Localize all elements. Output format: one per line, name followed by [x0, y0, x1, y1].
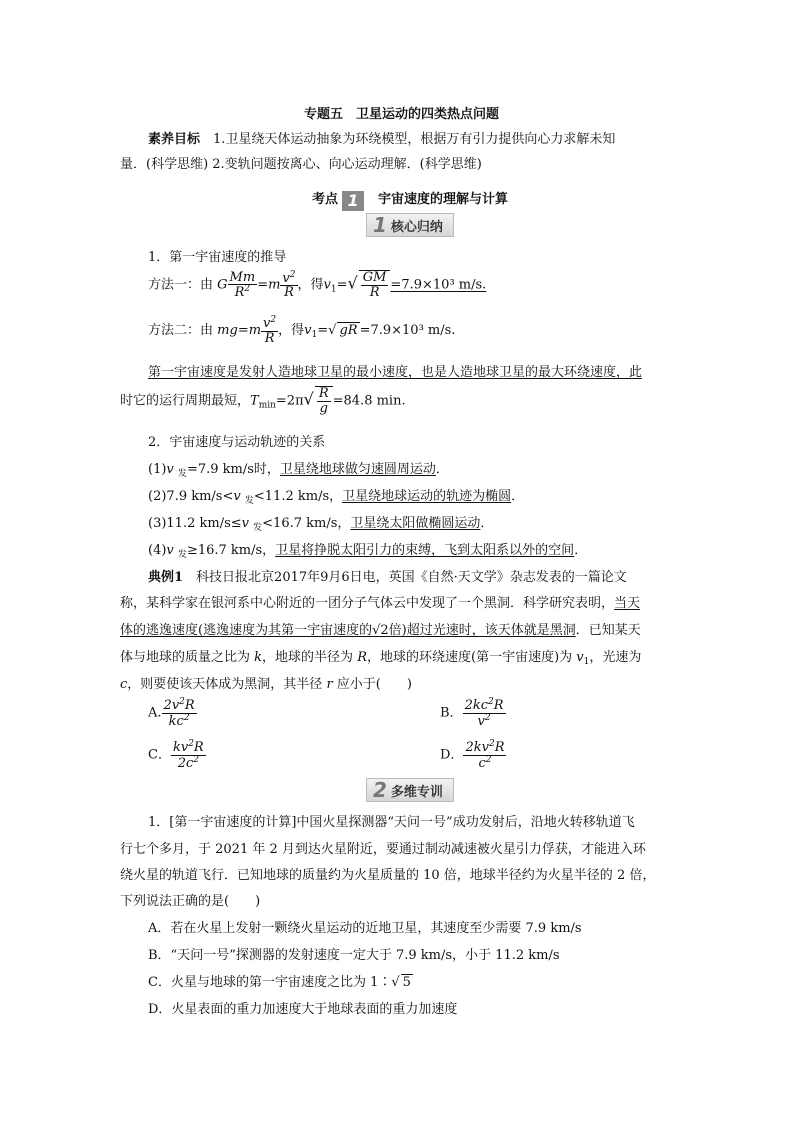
option-c[interactable]: C． $\frac{kv^2R}{2c^2}$	[148, 739, 204, 771]
note-2-text: 时它的运行周期最短，	[120, 393, 251, 409]
q1-option-c-text: C．火星与地球的第一宇宙速度之比为 1∶	[148, 975, 392, 990]
fraction-v2r: $\frac{v^2}{R}$	[282, 269, 296, 301]
goals-text-1: 1.卫星绕天体运动抽象为环绕模型，根据万有引力提供向心力求解未知	[213, 132, 616, 147]
fraction-gm-r: $\frac{GM}{R}$	[362, 270, 387, 300]
method-2-mid: ，得	[278, 323, 305, 339]
example-text-4a: 体与地球的质量之比为	[120, 650, 251, 665]
goals-line-1	[148, 128, 615, 147]
example-text-5b: 应小于( )	[336, 677, 412, 692]
fraction-v2r-2: $\frac{v^2}{R}$	[263, 315, 277, 346]
q1-line-4: 下列说法正确的是( )	[120, 894, 261, 909]
method-2-result: =7.9×10³ m/s.	[359, 323, 456, 339]
sec2-line-4-a: ≥16.7 km/s，	[186, 543, 276, 558]
note-2-result: =84.8 min.	[332, 393, 406, 409]
example-text-2b: 当天	[614, 596, 641, 611]
sec2-line-3-a: (3)11.2 km/s≤	[148, 516, 242, 531]
example-line-4: 体与地球的质量之比为 k，地球的半径为 R，地球的环绕速度(第一宇宙速度)为 $v_1$，光速为	[120, 650, 642, 667]
method-1-mid: ，得	[297, 277, 324, 293]
method-2: 方法二：由 mg=m $\frac{v^2}{R}$ ，得$v_1=√$ gR =7.9×10³ m/s.	[148, 315, 456, 346]
sec2-line-3-b: <16.7 km/s，	[262, 516, 351, 531]
banner-number: 1	[373, 213, 387, 237]
method-1-label: 方法一：由	[148, 277, 214, 293]
sec2-line-2-a: (2)7.9 km/s<	[148, 489, 234, 504]
q1-option-c[interactable]: C．火星与地球的第一宇宙速度之比为 1∶√ 5	[148, 975, 411, 990]
option-a-label: A.	[148, 705, 162, 721]
q1-option-a[interactable]: A．若在火星上发射一颗绕火星运动的近地卫星，其速度至少需要 7.9 km/s	[148, 921, 582, 936]
banner-number-2: 2	[373, 778, 387, 802]
banner-core-summary	[366, 213, 454, 237]
kaodian-number-badge: 1	[342, 191, 364, 211]
method-2-label: 方法二：由	[148, 323, 214, 339]
example-text-3a: 体的逃逸速度(逃逸速度为其第一宇宙速度的	[120, 623, 373, 638]
goals-label: 素养目标	[148, 132, 201, 147]
sec2-line-2: (2)7.9 km/s<v $_发$<11.2 km/s，卫星绕地球运动的轨迹为椭圆．	[148, 489, 525, 506]
example-text-3b: 倍)超过光速时，该天体就是黑洞	[388, 623, 576, 638]
kaodian-heading	[312, 188, 508, 211]
first-cosmic-note-1: 第一宇宙速度是发射人造地球卫星的最小速度，也是人造地球卫星的最大环绕速度，此	[148, 365, 643, 380]
example-text-3c: ．已知某天	[575, 623, 641, 638]
sec2-line-4: (4)v $_发$≥16.7 km/s，卫星将挣脱太阳引力的束缚，飞到太阳系以外的空间．	[148, 543, 588, 560]
first-cosmic-note-2: 时它的运行周期最短，$T_{min}=2\pi√$ $\frac{R}{g}$ =84.8 min.	[120, 386, 406, 416]
sec2-line-4-b: 卫星将挣脱太阳引力的束缚，飞到太阳系以外的空间	[275, 543, 575, 558]
kaodian-prefix: 考点	[312, 192, 339, 207]
sec1-heading: 1．第一宇宙速度的推导	[148, 250, 287, 265]
goals-line-2: 量．(科学思维) 2.变轨问题按离心、向心运动理解．(科学思维)	[120, 157, 482, 172]
banner-text-2: 多维专训	[390, 784, 443, 800]
option-c-label: C．	[148, 747, 171, 763]
sec2-line-2-c: 卫星绕地球运动的轨迹为椭圆	[342, 489, 512, 504]
sec2-heading: 2．宇宙速度与运动轨迹的关系	[148, 435, 326, 450]
sec2-line-1: (1)v $_发$=7.9 km/s时，卫星绕地球做匀速圆周运动．	[148, 462, 449, 479]
sec2-line-2-b: <11.2 km/s，	[253, 489, 343, 504]
example-text-4b: ，地球的半径为	[262, 650, 354, 665]
q1-line-2: 行七个多月，于 2021 年 2 月到达火星附近，要通过制动减速被火星引力俘获，才能进入环	[120, 842, 646, 857]
option-d-label: D．	[440, 747, 464, 763]
method-1-result: =7.9×10³ m/s.	[390, 277, 487, 293]
banner-multi-training	[366, 778, 454, 802]
example-line-1	[148, 566, 627, 585]
fraction-r-g: $\frac{R}{g}$	[318, 386, 329, 416]
banner-text: 核心归纳	[390, 219, 443, 235]
example-text-4c: ，地球的环绕速度(第一宇宙速度)为	[367, 650, 573, 665]
example-line-3: 体的逃逸速度(逃逸速度为其第一宇宙速度的√2倍)超过光速时，该天体就是黑洞．已知某天	[120, 623, 641, 638]
option-d[interactable]: D． $\frac{2kv^2R}{c^2}$	[440, 739, 505, 771]
option-b-label: B．	[440, 705, 463, 721]
option-b[interactable]: B． $\frac{2kc^2R}{v^2}$	[440, 697, 504, 729]
example-line-2	[120, 592, 640, 611]
example-label: 典例1	[148, 570, 184, 585]
example-line-5: c，则要使该天体成为黑洞，其半径 r 应小于( )	[120, 677, 412, 692]
method-1: 方法一：由 G $\frac{Mm}{R^2}$ =m $\frac{v^2}{R}$ ，得$v_1=√$ $\frac{GM}{R}$ =7.9×10³ m/s.	[148, 269, 487, 301]
sec2-line-1-a: =7.9 km/s时，	[186, 462, 280, 477]
example-text-5a: ，则要使该天体成为黑洞，其半径	[127, 677, 323, 692]
example-text-1: 科技日报北京2017年9月6日电，英国《自然·天文学》杂志发表的一篇论文	[183, 570, 627, 585]
example-text-2a: 称，某科学家在银河系中心附近的一团分子气体云中发现了一个黑洞．科学研究表明，	[120, 596, 615, 611]
sec2-line-3-c: 卫星绕太阳做椭圆运动	[350, 516, 481, 531]
q1-option-d[interactable]: D．火星表面的重力加速度大于地球表面的重力加速度	[148, 1002, 458, 1017]
kaodian-title: 宇宙速度的理解与计算	[378, 192, 509, 207]
q1-line-3: 绕火星的轨道飞行．已知地球的质量约为火星质量的 10 倍，地球半径约为火星半径的 2 倍，	[120, 868, 656, 883]
option-a[interactable]: A. $\frac{2v^2R}{kc^2}$	[148, 697, 195, 729]
sec2-line-1-b: 卫星绕地球做匀速圆周运动	[279, 462, 436, 477]
example-text-4d: ，光速为	[589, 650, 642, 665]
sec2-line-3: (3)11.2 km/s≤v $_发$<16.7 km/s，卫星绕太阳做椭圆运动．	[148, 516, 494, 533]
q1-option-b[interactable]: B．“天问一号”探测器的发射速度一定大于 7.9 km/s，小于 11.2 km/s	[148, 948, 560, 963]
q1-line-1: 1．[第一宇宙速度的计算]中国火星探测器“天问一号”成功发射后，沿地火转移轨道飞	[148, 815, 635, 830]
fraction-gm: $\frac{Mm}{R^2}$	[229, 269, 256, 301]
page-title: 专题五 卫星运动的四类热点问题	[304, 107, 500, 122]
